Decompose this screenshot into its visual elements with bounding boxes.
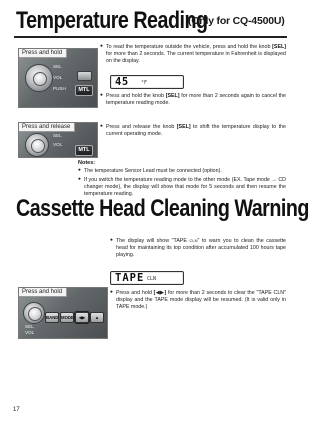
press-and-hold-label: Press and hold bbox=[19, 49, 67, 58]
vol-label: VOL bbox=[53, 75, 63, 80]
instruction-read-temperature: ● To read the temperature outside the vehicle, press and hold the knob [SEL] for more than 2 seconds. The current temperature in Fahrenheit is displayed on the display. bbox=[100, 44, 286, 65]
temperature-instructions-cancel bbox=[100, 93, 286, 109]
temperature-instructions-top bbox=[100, 44, 286, 67]
cassette-instructions-clear bbox=[110, 290, 286, 313]
mtl-button[interactable]: MTL bbox=[75, 145, 93, 156]
temperature-unit: °F bbox=[141, 80, 148, 86]
sel-knob[interactable] bbox=[25, 64, 53, 92]
press-and-release-label: Press and release bbox=[19, 123, 75, 132]
push-label: PUSH bbox=[53, 86, 66, 91]
temperature-instructions-release bbox=[100, 124, 286, 140]
instruction-cancel-temperature: ● Press and hold the knob [SEL] for more than 2 seconds again to cancel the temperature reading mode. bbox=[100, 93, 286, 107]
sel-knob[interactable] bbox=[25, 133, 49, 157]
temperature-title: Temperature Reading bbox=[16, 7, 208, 34]
page-number: 17 bbox=[13, 407, 20, 413]
sel-label: SEL bbox=[53, 133, 62, 138]
instruction-shift-display: ● Press and release the knob [SEL] to shift the temperature display to the current operating mode. bbox=[100, 124, 286, 138]
cassette-title: Cassette Head Cleaning Warning bbox=[16, 195, 309, 222]
sel-knob-center bbox=[28, 307, 42, 321]
tape-direction-button[interactable]: ◀▶ bbox=[75, 312, 89, 323]
sel-label: SEL bbox=[25, 324, 34, 329]
press-and-hold-label: Press and hold bbox=[19, 288, 67, 297]
mtl-button[interactable]: MTL bbox=[75, 85, 93, 96]
instruction-clear-tape-clean: ● Press and hold [◀▶] for more than 2 seconds to clear the "TAPE CLN" display and the TAPE mode display will be resumed. (It is valid only in TAPE mode.) bbox=[110, 290, 286, 311]
temperature-subtitle: (Only for CQ-4500U) bbox=[188, 15, 285, 27]
temperature-value: 45 bbox=[115, 76, 129, 88]
stereo-panel-press-and-hold bbox=[18, 48, 98, 108]
tape-clean-unit: CLN bbox=[147, 276, 157, 282]
mode-button[interactable]: MODE bbox=[60, 312, 74, 323]
band-button[interactable]: BAND bbox=[45, 312, 59, 323]
vol-label: VOL bbox=[25, 330, 35, 335]
instruction-tape-clean-warning: ● The display will show "TAPE CLN" to warn you to clean the cassette head for maintaining its top condition after accumulated 100 hours tape playing. bbox=[110, 238, 286, 259]
temperature-lcd-display bbox=[110, 75, 184, 89]
note-item: ● If you switch the temperature reading mode to the other mode (EX. Tape mode → CD changer mode), the display will show that mode for 5 seconds and then resume the temperature reading. bbox=[78, 177, 286, 198]
title-divider bbox=[14, 36, 287, 38]
stereo-panel-cassette bbox=[18, 287, 108, 339]
sel-knob-center bbox=[33, 72, 47, 86]
sel-label: SEL bbox=[53, 64, 62, 69]
cassette-instructions-top bbox=[110, 238, 286, 261]
vol-label: VOL bbox=[53, 142, 63, 147]
notes-heading: Notes: bbox=[78, 160, 96, 166]
preset-button[interactable] bbox=[77, 71, 92, 81]
note-item: ● The temperature Sensor Lead must be connected (option). bbox=[78, 168, 286, 175]
tape-clean-lcd-display bbox=[110, 271, 184, 285]
stereo-panel-press-and-release bbox=[18, 122, 98, 158]
sel-knob[interactable] bbox=[23, 302, 45, 324]
eject-button[interactable]: ▲ bbox=[90, 312, 104, 323]
tape-clean-value: TAPE bbox=[115, 272, 145, 284]
sel-knob-center bbox=[31, 139, 45, 153]
